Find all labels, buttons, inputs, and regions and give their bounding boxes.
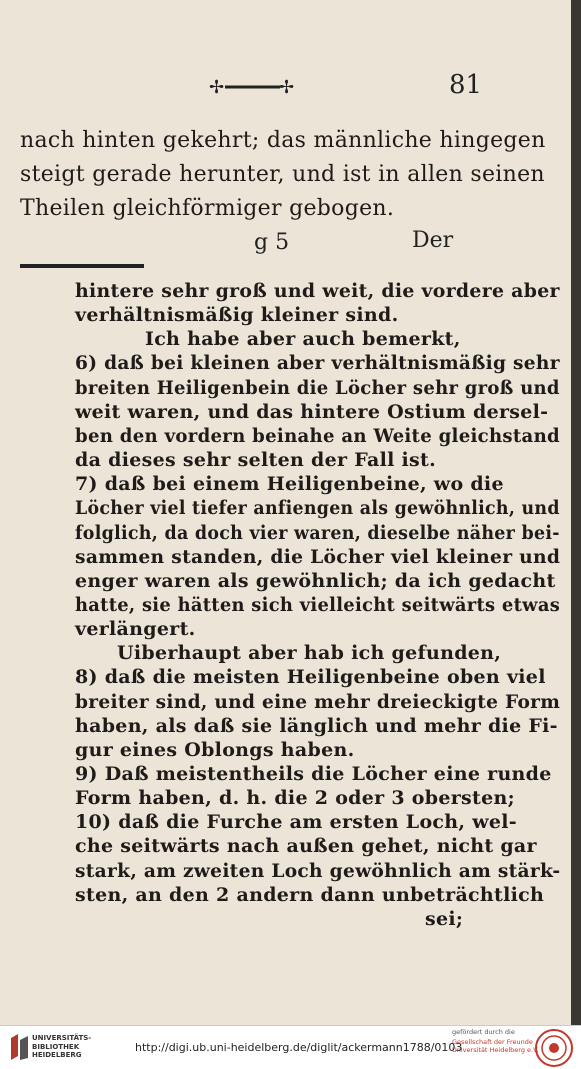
- text-line: steigt gerade herunter, und ist in allen seinen: [20, 162, 545, 187]
- signature-mark: g 5: [254, 230, 290, 255]
- text-line: Löcher viel tiefer anfiengen als gewöhnlich, und: [75, 497, 560, 519]
- text-line: ben den vordern beinahe an Weite gleichstand: [75, 425, 560, 447]
- divider-rule: [20, 264, 144, 268]
- text-line: sammen standen, die Löcher viel kleiner und: [75, 546, 561, 568]
- text-line: che seitwärts nach außen gehet, nicht gar: [75, 835, 537, 857]
- text-line: Ich habe aber auch bemerkt,: [145, 328, 461, 350]
- source-url-link[interactable]: http://digi.ub.uni-heidelberg.de/diglit/ackermann1788/0103: [135, 1041, 463, 1054]
- svg-text:✢: ✢: [209, 77, 225, 98]
- text-line: Theilen gleichförmiger gebogen.: [20, 196, 395, 221]
- text-line: 9) Daß meistentheils die Löcher eine runde: [75, 763, 552, 785]
- text-line: hintere sehr groß und weit, die vordere aber: [75, 280, 560, 302]
- text-line: Form haben, d. h. die 2 oder 3 obersten;: [75, 787, 515, 809]
- svg-text:✢: ✢: [279, 77, 295, 98]
- text-line: sei;: [425, 908, 464, 930]
- text-line: 8) daß die meisten Heiligenbeine oben viel: [75, 666, 546, 688]
- text-line: verlängert.: [75, 618, 196, 640]
- university-seal-icon: [534, 1028, 574, 1068]
- footer-bar: [0, 1025, 581, 1069]
- text-line: stark, am zweiten Loch gewöhnlich am stärk-: [75, 860, 561, 882]
- text-line: 6) daß bei kleinen aber verhältnismäßig sehr: [75, 352, 560, 374]
- text-line: sten, an den 2 andern dann unbeträchtlich: [75, 884, 545, 906]
- text-line: gur eines Oblongs haben.: [75, 739, 355, 761]
- text-line: weit waren, und das hintere Ostium dersel-: [75, 401, 549, 423]
- ornament-divider-icon: [205, 76, 300, 98]
- text-line: folglich, da doch vier waren, dieselbe näher bei-: [75, 522, 560, 544]
- text-line: 10) daß die Furche am ersten Loch, wel-: [75, 811, 517, 833]
- library-name: UNIVERSITÄTS- BIBLIOTHEK HEIDELBERG: [32, 1034, 92, 1059]
- text-line: breiter sind, und eine mehr dreieckigte Form: [75, 691, 561, 713]
- text-line: verhältnismäßig kleiner sind.: [75, 304, 399, 326]
- library-logo-icon: [8, 1032, 32, 1062]
- text-line: haben, als daß sie länglich und mehr die Fi-: [75, 715, 558, 737]
- sponsor-label: gefördert durch die: [452, 1028, 515, 1036]
- text-line: enger waren als gewöhnlich; da ich gedacht: [75, 570, 556, 592]
- catchword: Der: [412, 228, 454, 253]
- text-line: Uiberhaupt aber hab ich gefunden,: [117, 642, 502, 664]
- sponsor-name: Gesellschaft der Freunde Universität Heidelberg e.V.: [452, 1038, 539, 1054]
- text-line: nach hinten gekehrt; das männliche hingegen: [20, 128, 546, 153]
- text-line: breiten Heiligenbein die Löcher sehr groß und: [75, 377, 560, 399]
- text-line: 7) daß bei einem Heiligenbeine, wo die: [75, 473, 504, 495]
- page-number: 81: [449, 70, 483, 100]
- text-line: hatte, sie hätten sich vielleicht seitwärts etwas: [75, 594, 561, 616]
- text-line: da dieses sehr selten der Fall ist.: [75, 449, 437, 471]
